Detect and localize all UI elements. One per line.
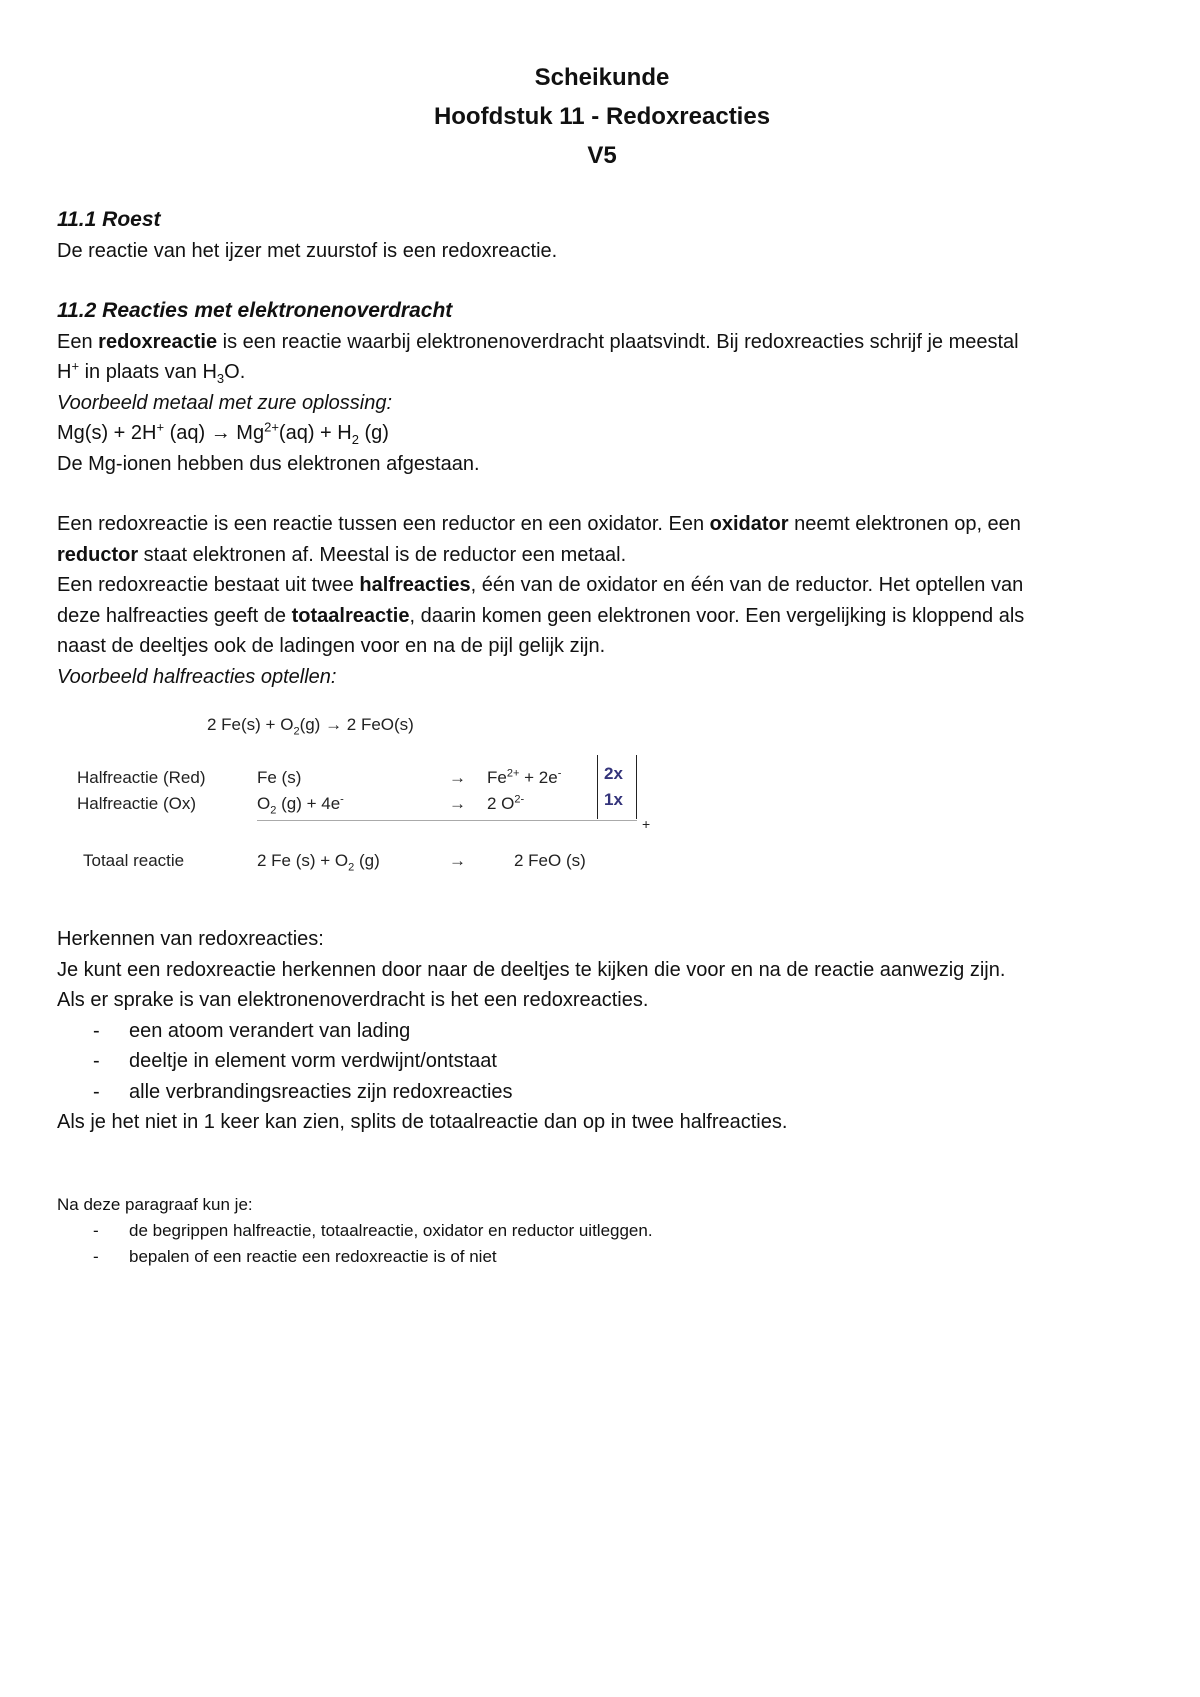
example-halfreactions-label: Voorbeeld halfreacties optellen: [57, 665, 337, 688]
total-right: 2 FeO (s) [514, 851, 586, 870]
sum-line [257, 820, 637, 821]
total-left: 2 Fe $(s) + O_2$ (g) [257, 851, 380, 874]
title-subject: Scheikunde [534, 64, 670, 91]
total-arrow: → [449, 851, 466, 870]
goals-heading: Na deze paragraaf kun je: [57, 1194, 253, 1214]
magnesium-conclusion: De Mg-ionen hebben dus elektronen afgestaan. [57, 452, 480, 475]
row1-multiplier: 2x [604, 764, 623, 783]
recognize-text-3: Als je het niet in 1 keer kan zien, splits de totaalreactie dan op in twee halfreacties. [57, 1111, 788, 1133]
list-item: - bepalen of een reactie een redoxreactie is of niet [57, 1244, 1147, 1270]
recognize-heading: Herkennen van redoxreacties: [57, 928, 324, 950]
redox-definition: Een redoxreactie is een reactie waarbij elektronenoverdracht plaatsvindt. Bij redoxreacties schrijf je meestal [57, 330, 1019, 353]
row1-left: Fe (s) [257, 768, 302, 787]
title-level: V5 [587, 142, 617, 169]
recognize-text-1: Je kunt een redoxreactie herkennen door naar de deeltjes te kijken die voor en na de reactie aanwezig zijn. [57, 958, 1006, 981]
halfreactions-paragraph: Een redoxreactie bestaat uit twee halfreacties, één van de oxidator en één van de reductor. Het optellen van deze halfreacties geeft de totaalreactie, daarin komen geen elektronen voor. Een vergelijking is kloppend als naast de deeltjes ook de ladingen voor en na de pijl gelijk zijn. [57, 574, 1025, 657]
title-chapter: Hoofdstuk 11 - Redoxreacties [433, 103, 771, 130]
document-page [57, 58, 1147, 1270]
plus-sign: + [642, 816, 651, 832]
row2-right: 2 $O^{2-}$ [487, 793, 525, 813]
example-metal-label: Voorbeeld metaal met zure oplossing: [57, 391, 392, 414]
halfreaction-figure [57, 692, 1147, 924]
document-title [57, 58, 1147, 175]
section-heading-11-2: 11.2 Reacties met elektronenoverdracht [57, 299, 453, 322]
list-item: - deeltje in element vorm verdwijnt/ontstaat [57, 1046, 1147, 1077]
row1-right: $Fe^{2+} + 2e^-$ [487, 767, 562, 787]
list-item: - een atoom verandert van lading [57, 1016, 1147, 1047]
row2-multiplier: 1x [604, 790, 623, 809]
oxidator-reductor-paragraph: Een redoxreactie is een reactie tussen een reductor en een oxidator. Een oxidator neemt elektronen op, een reductor staat elektronen af. Meestal is de reductor een metaal. [57, 513, 1021, 566]
section-heading-11-1: 11.1 Roest [57, 208, 161, 231]
row1-label: Halfreactie (Red) [77, 768, 206, 787]
list-item: - alle verbrandingsreacties zijn redoxreacties [57, 1077, 1147, 1108]
left-bracket-line [597, 755, 598, 819]
right-bracket-line [636, 755, 637, 819]
row2-arrow: → [449, 794, 466, 813]
recognize-list [57, 1016, 1147, 1108]
total-label: Totaal reactie [83, 851, 185, 870]
overall-equation: 2 $Fe(s) + O_2(g) \to 2$ FeO(s) [207, 715, 414, 738]
row2-left: $O_2$ (g) + 4e- [257, 793, 344, 817]
goals-list [57, 1218, 1147, 1270]
section-11-1-text: De reactie van het ijzer met zuurstof is een redoxreactie. [57, 239, 558, 262]
magnesium-equation: Mg(s) + 2H+ $(aq) \to Mg^{2+}(aq) + H_2$ (g) [57, 419, 389, 447]
learning-goals [57, 1192, 1147, 1270]
row1-arrow: → [449, 768, 466, 787]
list-item: - de begrippen halfreactie, totaalreactie, oxidator en reductor uitleggen. [57, 1218, 1147, 1244]
row2-label: Halfreactie (Ox) [77, 794, 197, 813]
recognize-text-2: Als er sprake is van elektronenoverdracht is het een redoxreacties. [57, 989, 649, 1011]
h-plus-note: H+ in plaats van $H_3O$. [57, 358, 246, 386]
